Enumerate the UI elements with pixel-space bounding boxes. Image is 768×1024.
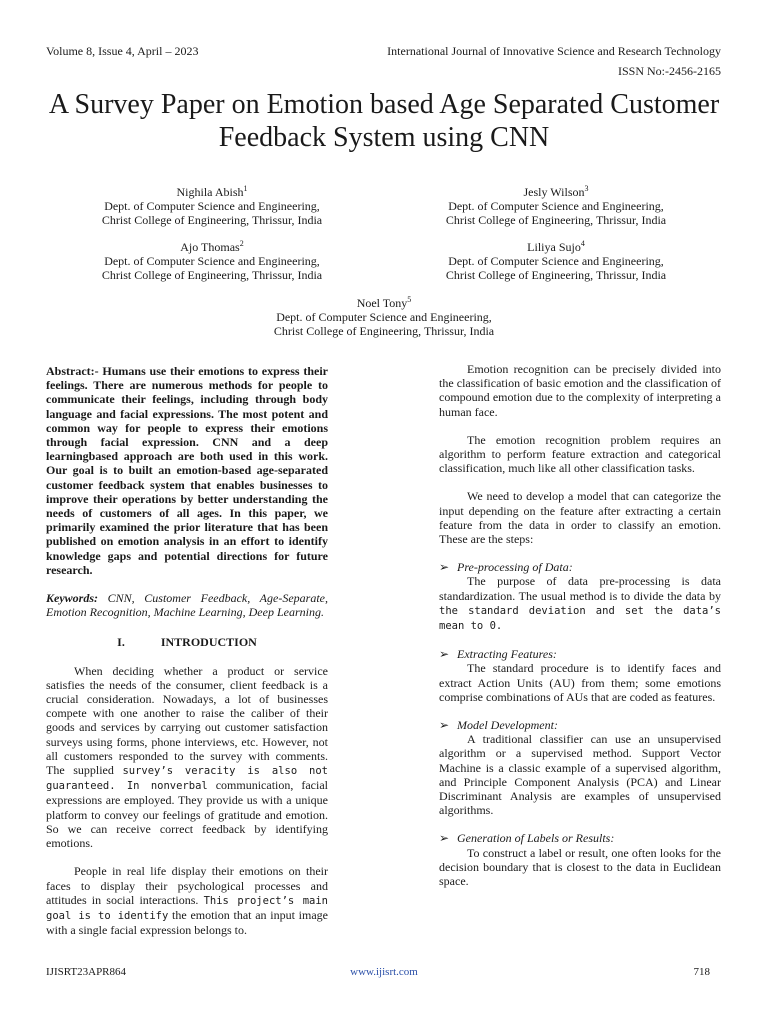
arrow-bullet-icon: ➢ xyxy=(439,647,450,662)
section-title: INTRODUCTION xyxy=(160,635,257,650)
author-block-1 xyxy=(42,182,382,227)
author-name: Jesly Wilson xyxy=(523,185,585,199)
author-block-4 xyxy=(386,237,726,282)
author-name: Ajo Thomas xyxy=(180,240,240,254)
author-dept: Dept. of Computer Science and Engineering, xyxy=(448,199,664,213)
author-sup: 1 xyxy=(243,184,248,193)
left-column xyxy=(46,364,328,937)
author-dept: Dept. of Computer Science and Engineering, xyxy=(276,310,492,324)
right-paragraph-1: Emotion recognition can be precisely divided into the classification of basic emotion and the classification of compound emotion due to the complexity of interpreting a human face. xyxy=(439,362,721,419)
header-volume: Volume 8, Issue 4, April – 2023 xyxy=(46,44,199,58)
right-paragraph-3: We need to develop a model that can categorize the input depending on the feature after extracting a certain feature from the data in order to classify an emotion. These are the steps: xyxy=(439,489,721,547)
keywords xyxy=(46,591,328,619)
step-heading: ➢ Model Development: xyxy=(439,718,558,733)
author-name: Liliya Sujo xyxy=(527,240,581,254)
right-column xyxy=(439,362,721,888)
author-sup: 3 xyxy=(584,184,589,193)
author-college: Christ College of Engineering, Thrissur, India xyxy=(445,213,667,227)
step-heading: ➢ Generation of Labels or Results: xyxy=(439,831,615,846)
keywords-text: CNN, Customer Feedback, Age-Separate, Emotion Recognition, Machine Learning, Deep Learning. xyxy=(46,591,328,620)
author-dept: Dept. of Computer Science and Engineering, xyxy=(104,199,320,213)
author-sup: 2 xyxy=(239,239,244,248)
section-number: I. xyxy=(117,635,125,650)
intro-paragraph-1: When deciding whether a product or service satisfies the needs of the consumer, client feedback is a crucial consideration. Nowadays, a lot of businesses compete with one another to raise the caliber of their goods and services by carrying out customer satisfaction surveys using forms, phone interviews, etc. However, not all customers responded to the survey with comments. The supplied survey’s veracity is also not guaranteed. In nonverbal communication, facial expressions are employed. They provide us with a unique platform to convey our feelings of gratitude and emotion. So we can receive correct feedback by identifying emotions. xyxy=(46,663,329,851)
footer-website-link[interactable]: www.ijisrt.com xyxy=(350,966,418,978)
step-text: To construct a label or result, one often looks for the decision boundary that is closest to the data in Euclidean space. xyxy=(439,845,721,889)
author-college: Christ College of Engineering, Thrissur, India xyxy=(445,268,667,282)
arrow-bullet-icon: ➢ xyxy=(439,831,450,846)
author-sup: 4 xyxy=(580,239,585,248)
author-college: Christ College of Engineering, Thrissur, India xyxy=(101,213,323,227)
footer-page-number: 718 xyxy=(693,966,710,978)
header-journal: International Journal of Innovative Science and Research Technology xyxy=(387,44,721,58)
step-heading: ➢ Pre-processing of Data: xyxy=(439,560,573,575)
author-dept: Dept. of Computer Science and Engineering, xyxy=(104,254,320,268)
author-name: Noel Tony xyxy=(356,296,408,310)
step-heading: ➢ Extracting Features: xyxy=(439,647,557,662)
author-college: Christ College of Engineering, Thrissur, India xyxy=(273,324,495,338)
arrow-bullet-icon: ➢ xyxy=(439,718,450,733)
header-issn: ISSN No:-2456-2165 xyxy=(617,64,721,78)
step-text: A traditional classifier can use an unsupervised algorithm or a supervised method. Support Vector Machine is a classic example of a supervised algorithm, and Principle Component Analysis (PCA) and Linear Discriminant Analysis are examples of unsupervised algorithms. xyxy=(439,732,721,818)
step-text: The standard procedure is to identify faces and extract Action Units (AU) from them; some emotions comprise combinations of AUs that are coded as features. xyxy=(439,661,721,704)
author-name: Nighila Abish xyxy=(176,185,244,199)
author-block-3 xyxy=(386,182,726,227)
author-block-5 xyxy=(214,293,554,338)
author-college: Christ College of Engineering, Thrissur, India xyxy=(101,268,323,282)
right-paragraph-2: The emotion recognition problem requires an algorithm to perform feature extraction and categorical classification, much like all other classification tasks. xyxy=(439,432,721,476)
arrow-bullet-icon: ➢ xyxy=(439,560,450,575)
abstract: Abstract:- Humans use their emotions to express their feelings. There are numerous methods for people to communicate their feelings, including through body language and facial expressions. The most potent and common way for people to express their emotions through facial expression. CNN and a deep learningbased approach are both used in this work. Our goal is to built an emotion-based age-separated customer feedback system that enables businesses to improve their operations by better understanding the needs of customers of all ages. In this paper, we primarily examined the prior literature that has been published on emotion analysis in an effort to identify knowledge gaps and potential directions for future research. xyxy=(46,364,328,577)
paper-title: A Survey Paper on Emotion based Age Separated Customer Feedback System using CNN xyxy=(48,89,720,153)
step-text: The purpose of data pre-processing is data standardization. The usual method is to divide the data by the standard deviation and set the data’s mean to 0. xyxy=(439,574,721,633)
author-block-2 xyxy=(42,237,382,282)
section-heading xyxy=(46,635,328,649)
footer-paper-id: IJISRT23APR864 xyxy=(46,966,127,978)
intro-paragraph-2: People in real life display their emotions on their faces to display their psychological processes and attitudes in social interactions. This project’s main goal is to identify the emotion that an input image with a single facial expression belongs to. xyxy=(46,864,329,938)
author-sup: 5 xyxy=(407,295,412,304)
keywords-label: Keywords: xyxy=(46,591,98,606)
author-dept: Dept. of Computer Science and Engineering, xyxy=(448,254,664,268)
